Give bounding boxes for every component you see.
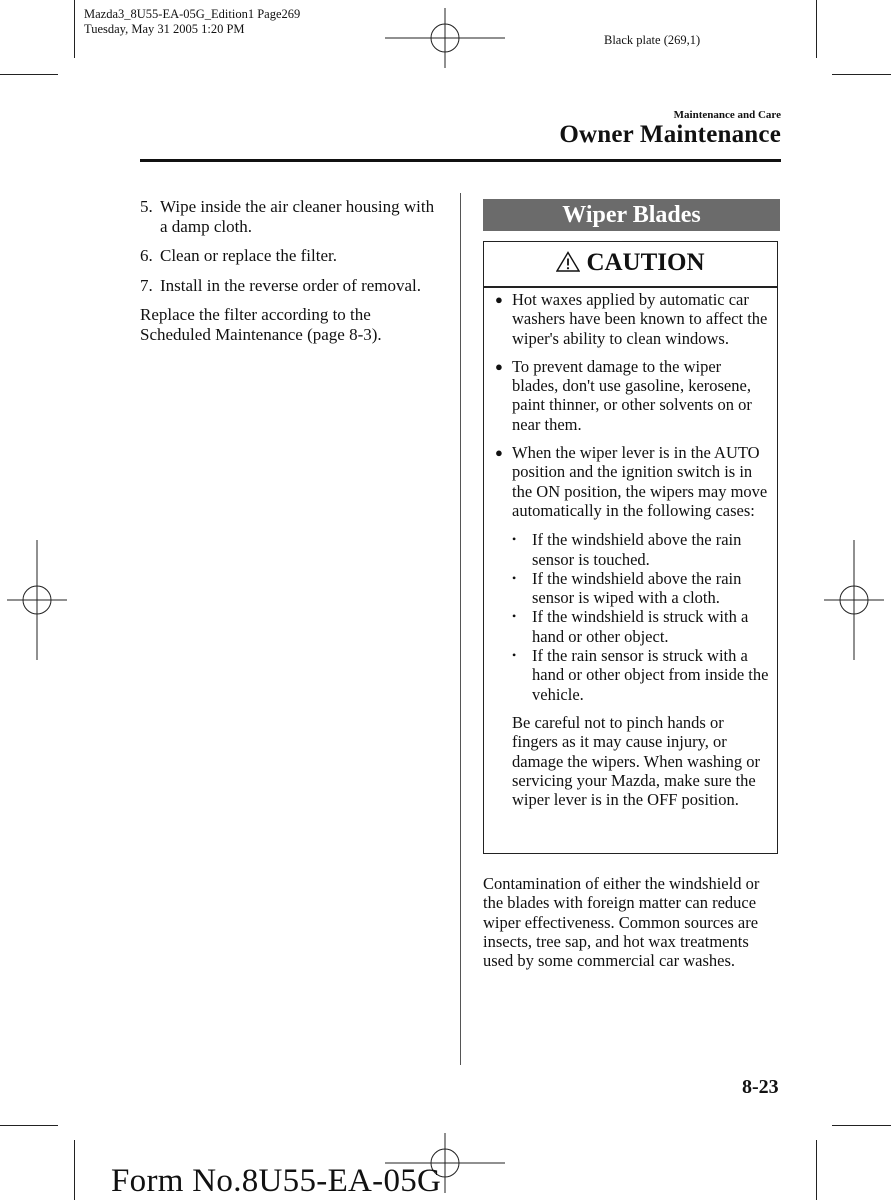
step-text: Wipe inside the air cleaner housing with a damp cloth. bbox=[160, 197, 435, 236]
sub-bullet-text: If the rain sensor is struck with a hand or other object from inside the vehicle. bbox=[532, 646, 769, 704]
step-number: 6. bbox=[140, 246, 153, 265]
sub-bullet bbox=[492, 569, 769, 608]
registration-mark-icon bbox=[7, 540, 67, 660]
bullet-icon: ● bbox=[495, 292, 503, 307]
crop-mark bbox=[816, 1140, 817, 1200]
left-column bbox=[140, 197, 440, 344]
sub-bullet bbox=[492, 646, 769, 704]
print-header bbox=[84, 7, 300, 37]
caution-divider bbox=[484, 286, 777, 288]
sub-bullet-icon: • bbox=[512, 570, 517, 585]
sub-bullet bbox=[492, 607, 769, 646]
caution-bullet bbox=[492, 443, 769, 520]
column-divider bbox=[460, 193, 461, 1065]
step-item bbox=[140, 276, 440, 296]
bullet-icon: ● bbox=[495, 445, 503, 461]
sub-bullet-list bbox=[492, 530, 769, 704]
step-number: 7. bbox=[140, 275, 153, 295]
crop-mark bbox=[832, 1125, 891, 1126]
registration-mark-icon bbox=[385, 8, 505, 68]
sub-bullet-icon: • bbox=[512, 532, 517, 547]
step-text: Install in the reverse order of removal. bbox=[160, 275, 422, 295]
sub-bullet-text: If the windshield above the rain sensor is touched. bbox=[532, 530, 742, 569]
step-item bbox=[140, 246, 440, 266]
sub-bullet-icon: • bbox=[512, 609, 517, 624]
sub-bullet bbox=[492, 530, 769, 569]
caution-bullet-text: Hot waxes applied by automatic car washers have been known to affect the wiper's ability to clean windows. bbox=[512, 290, 768, 348]
caution-box bbox=[483, 241, 778, 854]
caution-bullet bbox=[492, 357, 769, 434]
page-title: Owner Maintenance bbox=[559, 121, 781, 148]
caution-careful-text: Be careful not to pinch hands or fingers as it may cause injury, or damage the wipers. When washing or servicing your Mazda, make sure the wiper lever is in the OFF position. bbox=[512, 712, 761, 810]
page-number: 8-23 bbox=[742, 1076, 779, 1098]
sub-bullet-text: If the windshield above the rain sensor is wiped with a cloth. bbox=[532, 568, 742, 608]
caution-bullet bbox=[492, 290, 769, 348]
filter-note: Replace the filter according to the Scheduled Maintenance (page 8-3). bbox=[140, 305, 382, 344]
sub-bullet-text: If the windshield is struck with a hand or other object. bbox=[532, 607, 749, 646]
print-header-file: Mazda3_8U55-EA-05G_Edition1 Page269 bbox=[84, 7, 301, 21]
caution-bullet-text: To prevent damage to the wiper blades, don't use gasoline, kerosene, paint thinner, or other solvents on or near them. bbox=[512, 356, 752, 434]
warning-triangle-icon bbox=[556, 251, 580, 272]
step-number: 5. bbox=[140, 197, 153, 216]
section-label: Maintenance and Care bbox=[673, 109, 781, 121]
caution-body bbox=[492, 290, 769, 809]
step-text: Clean or replace the filter. bbox=[160, 246, 337, 265]
print-header-date: Tuesday, May 31 2005 1:20 PM bbox=[84, 22, 245, 36]
step-item bbox=[140, 197, 440, 236]
caution-bullet-text: When the wiper lever is in the AUTO position and the ignition switch is in the ON position, the wipers may move automatically in the following cases: bbox=[512, 443, 768, 520]
contamination-paragraph: Contamination of either the windshield or the blades with foreign matter can reduce wiper effectiveness. Common sources are insects, tree sap, and hot wax treatments used by some commercial car washes. bbox=[483, 874, 760, 971]
header-rule bbox=[140, 159, 781, 162]
crop-mark bbox=[0, 1125, 58, 1126]
crop-mark bbox=[74, 1140, 75, 1200]
caution-label: CAUTION bbox=[586, 249, 705, 276]
crop-mark bbox=[816, 0, 817, 58]
crop-mark bbox=[0, 74, 58, 75]
sub-bullet-icon: • bbox=[512, 648, 517, 663]
bullet-icon: ● bbox=[495, 358, 503, 374]
crop-mark bbox=[74, 0, 75, 58]
caution-title bbox=[484, 248, 777, 278]
crop-mark bbox=[832, 74, 891, 75]
registration-mark-icon bbox=[824, 540, 884, 660]
plate-label: Black plate (269,1) bbox=[604, 33, 701, 47]
form-number: Form No.8U55-EA-05G bbox=[111, 1163, 442, 1199]
wiper-blades-heading: Wiper Blades bbox=[483, 199, 780, 231]
